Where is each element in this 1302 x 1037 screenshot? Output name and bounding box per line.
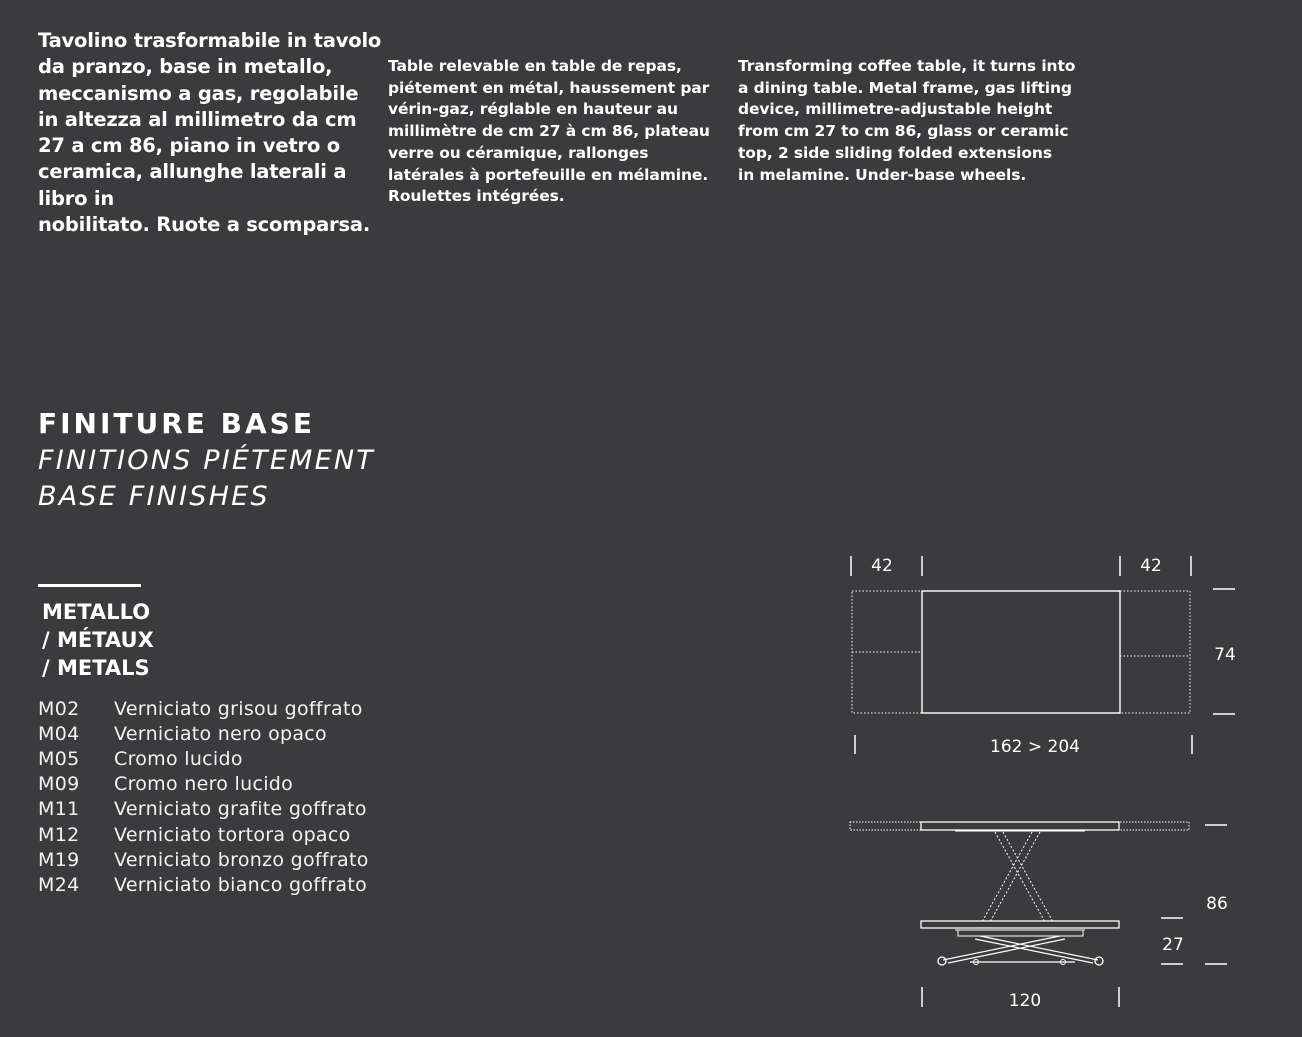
description-line: verre ou céramique, rallonges [388, 143, 649, 162]
description-line: latérales à portefeuille en mélamine. [388, 165, 709, 184]
materials-heading-line: / METALS [42, 656, 150, 680]
description-line: a dining table. Metal frame, gas lifting [738, 78, 1072, 97]
dimension-label-extension-left: 42 [871, 556, 893, 576]
wheel [1095, 957, 1103, 965]
materials-heading-line: / MÉTAUX [42, 628, 154, 652]
description-line: 27 a cm 86, piano in vetro o [38, 134, 340, 158]
finish-name: Verniciato nero opaco [114, 722, 327, 745]
description-line: from cm 27 to cm 86, glass or ceramic [738, 122, 1069, 141]
dimension-label-min-height: 27 [1162, 935, 1184, 955]
description-line: ceramica, allunghe laterali a [38, 160, 347, 184]
table-top-outline [922, 591, 1120, 713]
dimension-label-length: 162 > 204 [990, 737, 1080, 757]
finish-name: Verniciato tortora opaco [114, 823, 351, 846]
raised-top-extensions [850, 822, 1189, 830]
finish-code: M02 [38, 697, 80, 720]
scissor-mechanism-raised [982, 832, 1053, 922]
finish-code: M12 [38, 823, 80, 846]
lowered-top [921, 921, 1119, 928]
description-line: in altezza al millimetro da cm [38, 107, 357, 131]
description-line: meccanismo a gas, regolabile [38, 81, 359, 105]
description-line: Table relevable en table de repas, [388, 57, 682, 75]
description-line: vérin-gaz, réglable en hauteur au [388, 100, 678, 119]
finish-name: Verniciato grisou goffrato [114, 697, 363, 720]
finish-code: M19 [38, 848, 80, 871]
description-line: da pranzo, base in metallo, [38, 55, 333, 79]
finish-code: M05 [38, 747, 80, 770]
finish-name: Verniciato bianco goffrato [114, 873, 368, 896]
side-view-drawing [850, 822, 1227, 1007]
description-line: millimètre de cm 27 à cm 86, plateau [388, 122, 710, 141]
base-frame [958, 930, 1083, 936]
description-line: nobilitato. Ruote a scomparsa. [38, 213, 371, 237]
section-title: FINITURE BASE [38, 407, 315, 440]
finish-code: M24 [38, 873, 80, 896]
raised-top [921, 822, 1119, 830]
dimension-label-base-width: 120 [1008, 991, 1042, 1011]
description-line: libro in [38, 186, 115, 210]
finish-name: Verniciato bronzo goffrato [114, 848, 369, 871]
description-line: in melamine. Under-base wheels. [738, 165, 1027, 184]
dimension-label-depth: 74 [1214, 645, 1236, 665]
extension-right-outline [1120, 591, 1190, 713]
description-line: Tavolino trasformabile in tavolo [38, 29, 382, 52]
top-view-drawing [851, 556, 1235, 754]
finish-name: Cromo lucido [114, 747, 243, 770]
dimension-label-max-height: 86 [1206, 894, 1228, 914]
finish-code: M04 [38, 722, 80, 745]
description-line: piétement en métal, haussement par [388, 78, 710, 97]
finish-name: Cromo nero lucido [114, 773, 294, 796]
description-line: Roulettes intégrées. [388, 187, 565, 206]
materials-heading-line: METALLO [42, 600, 151, 624]
description-line: Transforming coffee table, it turns into [738, 57, 1076, 75]
description-line: device, millimetre-adjustable height [738, 100, 1053, 119]
wheel [938, 957, 946, 965]
finish-code: M09 [38, 773, 80, 796]
dimension-label-extension-right: 42 [1140, 556, 1162, 576]
section-title-english: BASE FINISHES [38, 481, 270, 512]
scissor-legs [943, 936, 1098, 963]
finish-code: M11 [38, 798, 80, 821]
section-title-french: FINITIONS PIÉTEMENT [38, 445, 375, 476]
finish-name: Verniciato grafite goffrato [114, 798, 367, 821]
description-line: top, 2 side sliding folded extensions [738, 143, 1052, 162]
